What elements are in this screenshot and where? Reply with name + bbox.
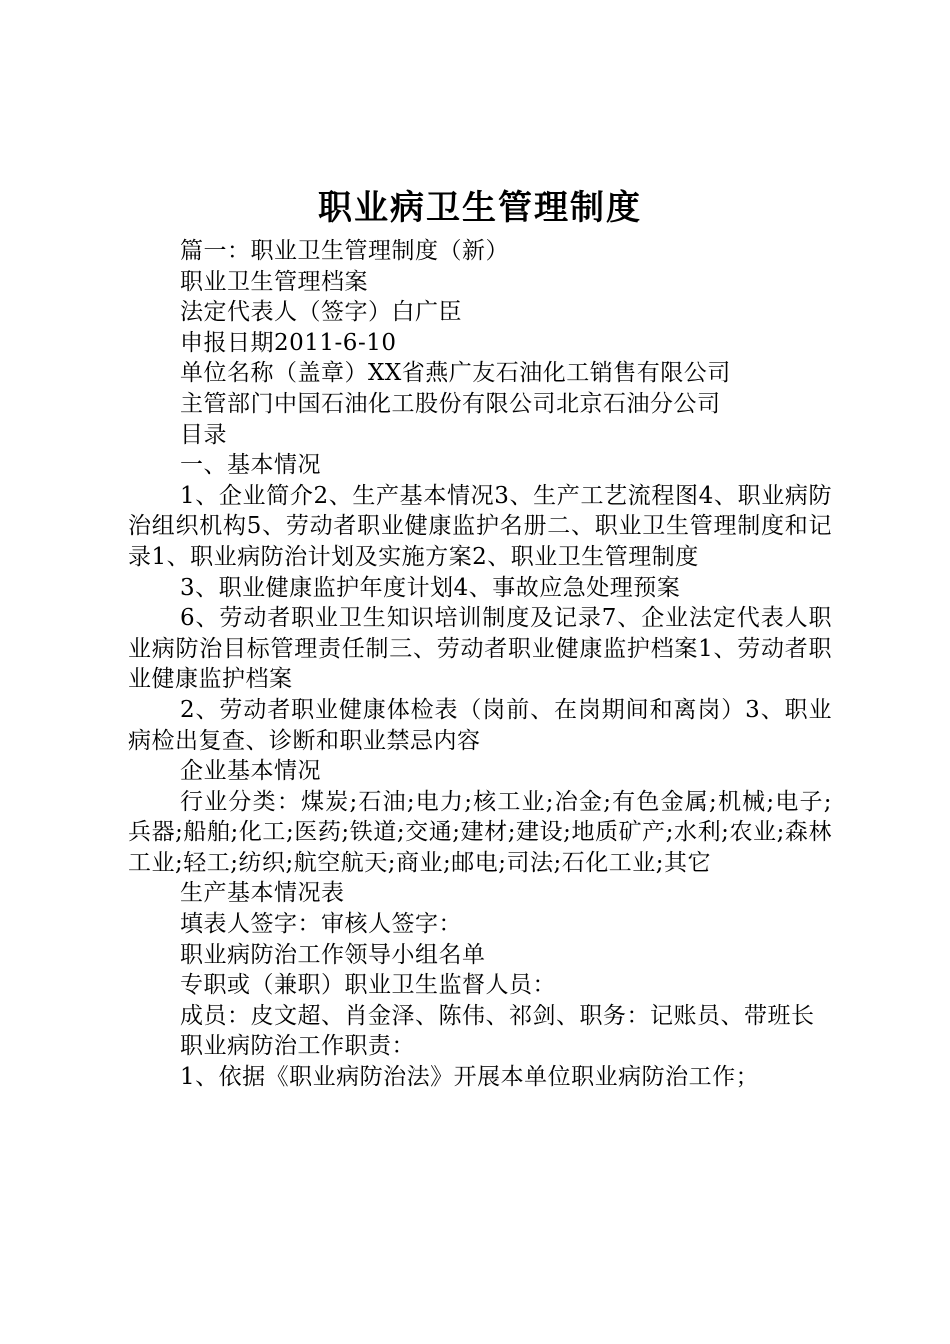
paragraph: 一、基本情况 <box>180 452 321 479</box>
paragraph: 专职或（兼职）职业卫生监督人员： <box>180 972 556 999</box>
paragraph: 3、职业健康监护年度计划4、事故应急处理预案 <box>180 574 681 601</box>
paragraph: 1、企业简介2、生产基本情况3、生产工艺流程图4、职业病防治组织机构5、劳动者职业健康监护名册二、职业卫生管理制度和记录1、职业病防治计划及实施方案2、职业卫生管理制度 <box>128 482 832 570</box>
paragraph: 申报日期2011-6-10 <box>180 329 397 356</box>
paragraph: 篇一：职业卫生管理制度（新） <box>180 238 509 264</box>
paragraph: 行业分类：煤炭;石油;电力;核工业;冶金;有色金属;机械;电子;兵器;船舶;化工;医药;铁道;交通;建材;建设;地质矿产;水利;农业;森林工业;轻工;纺织;航空航天;商业;邮电;司法;石化工业;其它 <box>128 788 832 876</box>
paragraph: 6、劳动者职业卫生知识培训制度及记录7、企业法定代表人职业病防治目标管理责任制三、劳动者职业健康监护档案1、劳动者职业健康监护档案 <box>128 605 832 693</box>
paragraph: 2、劳动者职业健康体检表（岗前、在岗期间和离岗）3、职业病检出复查、诊断和职业禁忌内容 <box>128 696 832 754</box>
paragraph: 职业病防治工作职责： <box>180 1033 415 1060</box>
paragraph: 目录 <box>180 421 227 448</box>
paragraph: 1、依据《职业病防治法》开展本单位职业病防治工作； <box>180 1064 760 1091</box>
paragraph: 成员：皮文超、肖金泽、陈伟、祁剑、职务：记账员、带班长 <box>180 1002 815 1029</box>
paragraph: 单位名称（盖章）XX省燕广友石油化工销售有限公司 <box>180 360 731 387</box>
paragraph: 法定代表人（签字）白广臣 <box>180 299 462 326</box>
paragraph: 企业基本情况 <box>180 758 321 785</box>
paragraph: 职业卫生管理档案 <box>180 268 368 295</box>
paragraph: 生产基本情况表 <box>180 880 345 907</box>
paragraph: 填表人签字：审核人签字： <box>180 911 462 938</box>
document-page <box>128 186 832 1093</box>
document-title: 职业病卫生管理制度 <box>318 188 642 228</box>
paragraph: 职业病防治工作领导小组名单 <box>180 941 486 968</box>
paragraph: 主管部门中国石油化工股份有限公司北京石油分公司 <box>180 390 721 417</box>
